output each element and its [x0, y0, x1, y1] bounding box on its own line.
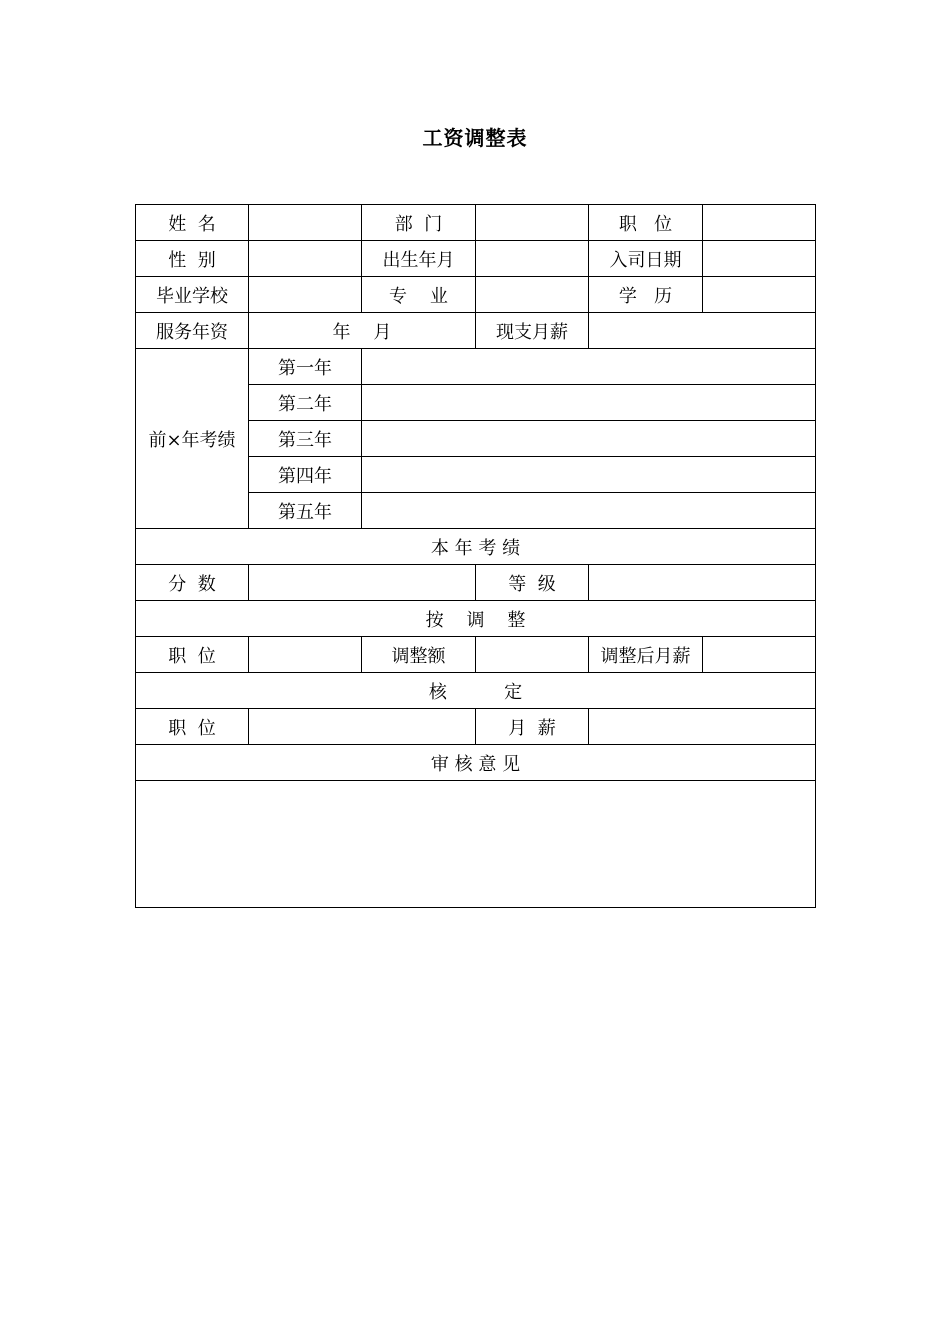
perf-year-field[interactable] [362, 349, 816, 385]
major-label: 专 业 [362, 277, 476, 313]
approve-position-label: 职 位 [136, 709, 249, 745]
hire-date-field[interactable] [703, 241, 816, 277]
major-field[interactable] [476, 277, 589, 313]
current-salary-field[interactable] [589, 313, 816, 349]
school-label: 毕业学校 [136, 277, 249, 313]
adjust-position-field[interactable] [249, 637, 362, 673]
review-header: 审 核 意 见 [136, 745, 816, 781]
row-review [136, 781, 816, 908]
row-adjust [136, 637, 816, 673]
row-school [136, 277, 816, 313]
row-approve [136, 709, 816, 745]
perf-year-label: 第二年 [249, 385, 362, 421]
perf-year-label: 第五年 [249, 493, 362, 529]
row-approve-header [136, 673, 816, 709]
row-perf-1 [136, 349, 816, 385]
hire-date-label: 入司日期 [589, 241, 703, 277]
form-title: 工资调整表 [422, 126, 528, 150]
grade-field[interactable] [589, 565, 816, 601]
new-salary-field[interactable] [703, 637, 816, 673]
grade-label: 等 级 [476, 565, 589, 601]
score-field[interactable] [249, 565, 476, 601]
current-salary-label: 现支月薪 [476, 313, 589, 349]
dept-field[interactable] [476, 205, 589, 241]
perf-year-label: 第三年 [249, 421, 362, 457]
birth-label: 出生年月 [362, 241, 476, 277]
row-name [136, 205, 816, 241]
service-label: 服务年资 [136, 313, 249, 349]
birth-field[interactable] [476, 241, 589, 277]
adjust-amount-field[interactable] [476, 637, 589, 673]
row-service [136, 313, 816, 349]
perf-year-label: 第一年 [249, 349, 362, 385]
perf-year-field[interactable] [362, 457, 816, 493]
perf-year-field[interactable] [362, 421, 816, 457]
dept-label: 部 门 [362, 205, 476, 241]
row-adjust-header [136, 601, 816, 637]
adjust-amount-label: 调整额 [362, 637, 476, 673]
approve-salary-label: 月 薪 [476, 709, 589, 745]
perf-year-field[interactable] [362, 493, 816, 529]
gender-label: 性 别 [136, 241, 249, 277]
position-field[interactable] [703, 205, 816, 241]
gender-field[interactable] [249, 241, 362, 277]
review-comments-field[interactable] [136, 781, 816, 908]
current-year-header: 本 年 考 绩 [136, 529, 816, 565]
approve-salary-field[interactable] [589, 709, 816, 745]
row-score [136, 565, 816, 601]
education-field[interactable] [703, 277, 816, 313]
education-label: 学 历 [589, 277, 703, 313]
performance-label: 前×年考绩 [136, 349, 249, 529]
adjust-header: 按 调 整 [136, 601, 816, 637]
perf-year-label: 第四年 [249, 457, 362, 493]
row-gender [136, 241, 816, 277]
service-field[interactable]: 年 月 [249, 313, 476, 349]
salary-adjustment-table [135, 204, 816, 908]
name-label: 姓 名 [136, 205, 249, 241]
name-field[interactable] [249, 205, 362, 241]
new-salary-label: 调整后月薪 [589, 637, 703, 673]
position-label: 职 位 [589, 205, 703, 241]
approve-header: 核 定 [136, 673, 816, 709]
score-label: 分 数 [136, 565, 249, 601]
row-current-year-header [136, 529, 816, 565]
perf-year-field[interactable] [362, 385, 816, 421]
row-review-header [136, 745, 816, 781]
school-field[interactable] [249, 277, 362, 313]
adjust-position-label: 职 位 [136, 637, 249, 673]
approve-position-field[interactable] [249, 709, 476, 745]
